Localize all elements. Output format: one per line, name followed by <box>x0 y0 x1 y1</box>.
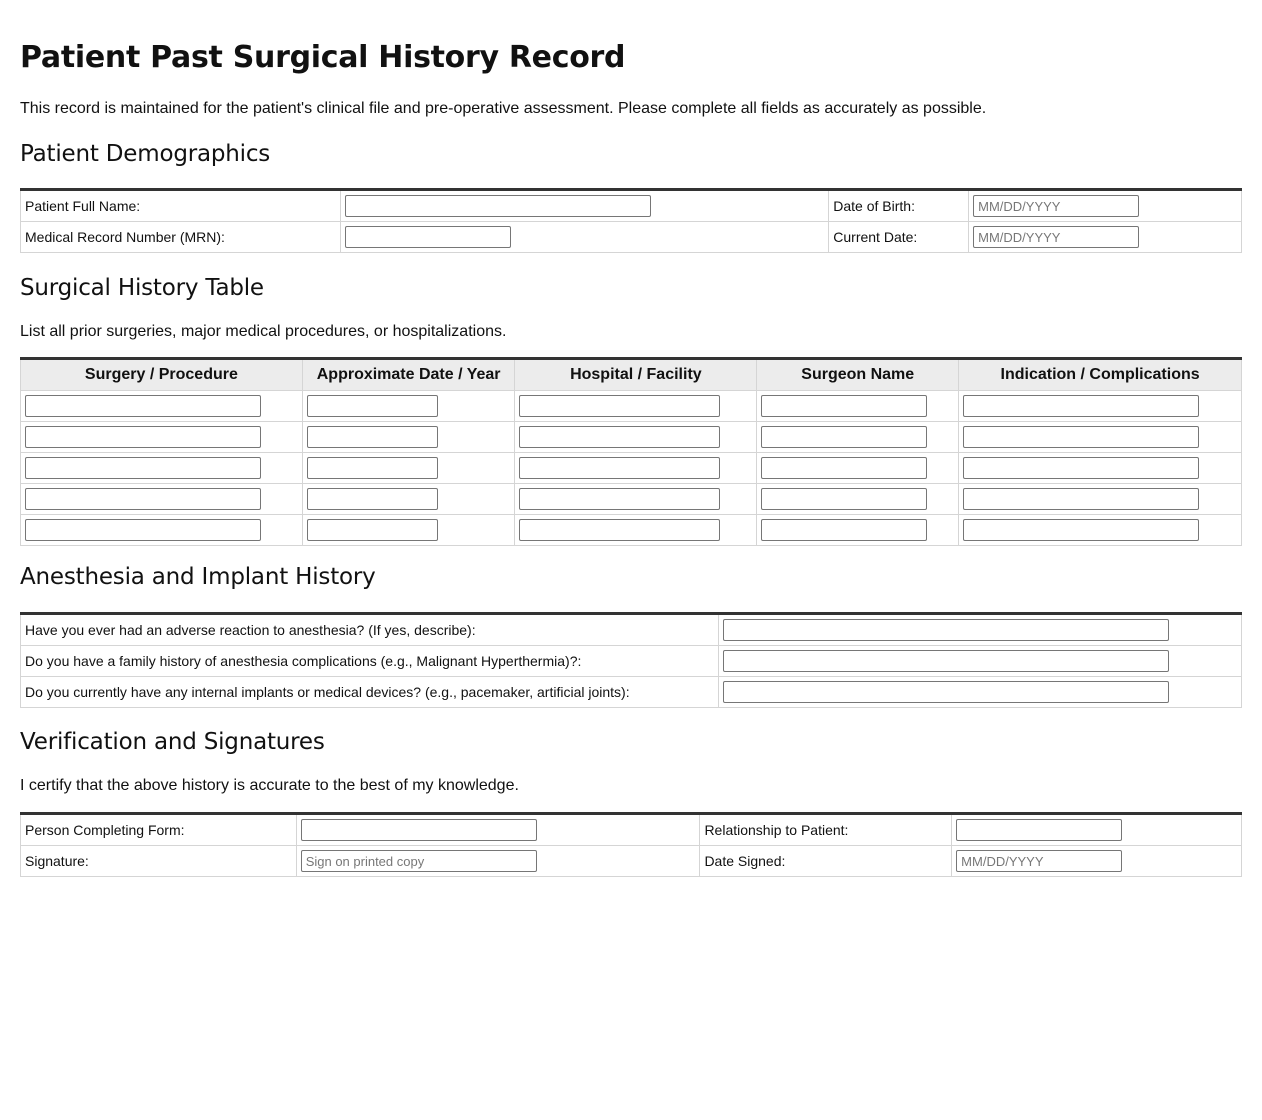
relationship-label: Relationship to Patient: <box>700 814 952 846</box>
anesthesia-reaction-label: Have you ever had an adverse reaction to anesthesia? (If yes, describe): <box>21 614 719 646</box>
signature-label: Signature: <box>21 846 297 877</box>
signature-input[interactable] <box>301 850 537 872</box>
page-title: Patient Past Surgical History Record <box>20 40 626 75</box>
implants-label: Do you currently have any internal implants or medical devices? (e.g., pacemaker, artificial joints): <box>21 677 719 708</box>
facility-input[interactable] <box>519 519 720 541</box>
verification-heading: Verification and Signatures <box>20 729 325 755</box>
surgeon-input[interactable] <box>761 426 927 448</box>
person-completing-label: Person Completing Form: <box>21 814 297 846</box>
surgeon-input[interactable] <box>761 457 927 479</box>
column-header: Indication / Complications <box>959 359 1242 391</box>
table-row <box>21 422 1242 453</box>
date-signed-input[interactable] <box>956 850 1122 872</box>
surgical-history-table <box>20 357 1242 546</box>
date-input[interactable] <box>307 457 438 479</box>
date-input[interactable] <box>307 519 438 541</box>
anesthesia-table <box>20 612 1242 708</box>
column-header: Hospital / Facility <box>515 359 757 391</box>
full-name-label: Patient Full Name: <box>21 190 341 222</box>
table-row <box>21 391 1242 422</box>
implants-input[interactable] <box>723 681 1169 703</box>
surgeon-input[interactable] <box>761 395 927 417</box>
mrn-input[interactable] <box>345 226 511 248</box>
facility-input[interactable] <box>519 426 720 448</box>
table-row <box>21 453 1242 484</box>
demographics-heading: Patient Demographics <box>20 141 271 167</box>
surgical-heading: Surgical History Table <box>20 275 264 301</box>
surgery-input[interactable] <box>25 395 261 417</box>
current-date-label: Current Date: <box>829 222 969 253</box>
indication-input[interactable] <box>963 457 1199 479</box>
surgeon-input[interactable] <box>761 519 927 541</box>
column-header: Surgery / Procedure <box>21 359 303 391</box>
surgery-input[interactable] <box>25 519 261 541</box>
surgeon-input[interactable] <box>761 488 927 510</box>
current-date-input[interactable] <box>973 226 1139 248</box>
anesthesia-heading: Anesthesia and Implant History <box>20 564 376 590</box>
full-name-input[interactable] <box>345 195 651 217</box>
date-input[interactable] <box>307 488 438 510</box>
surgical-note: List all prior surgeries, major medical procedures, or hospitalizations. <box>20 323 507 340</box>
verification-table <box>20 812 1242 877</box>
date-input[interactable] <box>307 395 438 417</box>
relationship-input[interactable] <box>956 819 1122 841</box>
verification-note: I certify that the above history is accurate to the best of my knowledge. <box>20 777 519 794</box>
date-input[interactable] <box>307 426 438 448</box>
date-signed-label: Date Signed: <box>700 846 952 877</box>
mrn-label: Medical Record Number (MRN): <box>21 222 341 253</box>
dob-input[interactable] <box>973 195 1139 217</box>
demographics-table <box>20 188 1242 253</box>
indication-input[interactable] <box>963 426 1199 448</box>
table-row <box>21 484 1242 515</box>
anesthesia-reaction-input[interactable] <box>723 619 1169 641</box>
intro-text: This record is maintained for the patient's clinical file and pre-operative assessment. Please complete all fields as accurately as possible. <box>20 100 987 117</box>
facility-input[interactable] <box>519 395 720 417</box>
family-history-input[interactable] <box>723 650 1169 672</box>
column-header: Surgeon Name <box>757 359 959 391</box>
indication-input[interactable] <box>963 395 1199 417</box>
surgery-input[interactable] <box>25 426 261 448</box>
column-header: Approximate Date / Year <box>302 359 515 391</box>
dob-label: Date of Birth: <box>829 190 969 222</box>
table-row <box>21 515 1242 546</box>
family-history-label: Do you have a family history of anesthesia complications (e.g., Malignant Hyperthermia)?: <box>21 646 719 677</box>
facility-input[interactable] <box>519 488 720 510</box>
indication-input[interactable] <box>963 519 1199 541</box>
indication-input[interactable] <box>963 488 1199 510</box>
surgery-input[interactable] <box>25 457 261 479</box>
person-completing-input[interactable] <box>301 819 537 841</box>
facility-input[interactable] <box>519 457 720 479</box>
surgery-input[interactable] <box>25 488 261 510</box>
